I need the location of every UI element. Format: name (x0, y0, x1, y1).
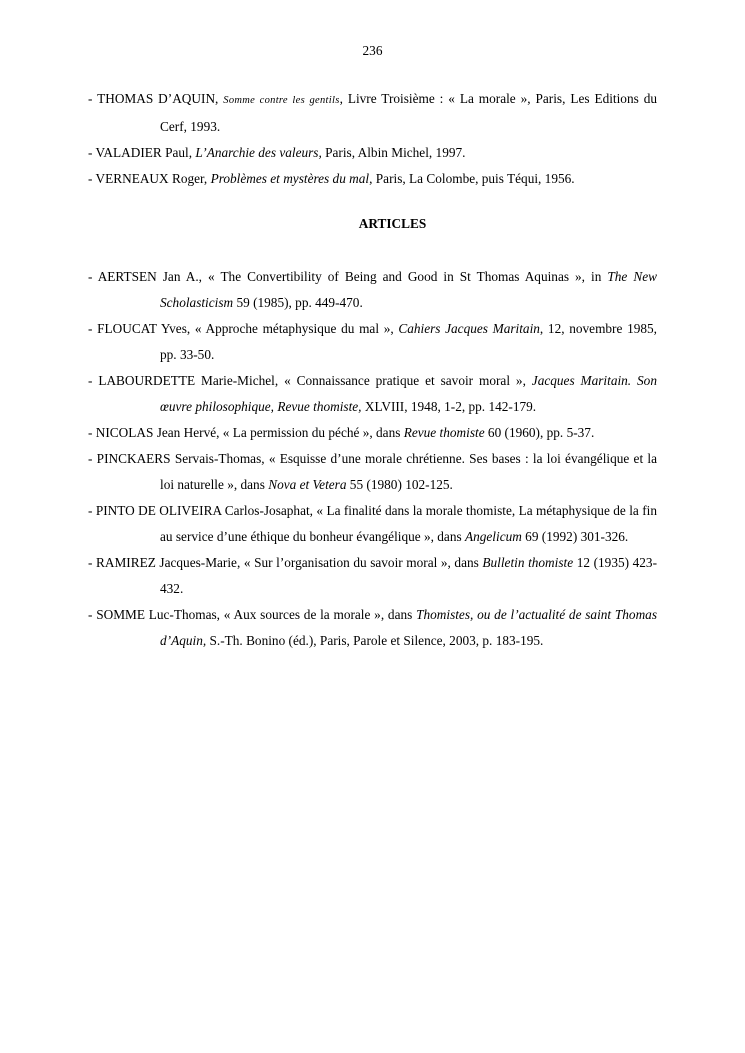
bibliography-entry (88, 264, 657, 316)
entry-reference: - SOMME Luc-Thomas, « Aux sources de la morale », dans (88, 607, 417, 622)
entry-author: - VALADIER Paul, (88, 145, 196, 160)
entry-title: Problèmes et mystères du mal (210, 171, 370, 186)
entry-details: S.-Th. Bonino (éd.), Paris, Parole et Silence, 2003, p. 183-195. (206, 633, 544, 648)
entry-reference: - RAMIREZ Jacques-Marie, « Sur l’organisation du savoir moral », dans (88, 555, 483, 570)
entry-reference: - PINTO DE OLIVEIRA Carlos-Josaphat, « La finalité dans la morale thomiste, La métaphysique de la fin au service d’une éthique du bonheur évangélique », dans (88, 503, 657, 544)
bibliography-entry (88, 368, 657, 420)
entry-journal: Jacques Maritain. Son œuvre philosophique, Revue thomiste, (160, 373, 657, 414)
entry-details: 69 (1992) 301-326. (521, 529, 629, 544)
entry-reference: - AERTSEN Jan A., « The Convertibility of Being and Good in St Thomas Aquinas », in (88, 269, 608, 284)
bibliography-entry (88, 140, 657, 166)
section-heading: ARTICLES (358, 216, 427, 231)
entry-details: , 12, novembre 1985, pp. 33-50. (160, 321, 657, 362)
entry-journal: Bulletin thomiste (482, 555, 574, 570)
bibliography-entry (88, 86, 657, 140)
entry-reference: - FLOUCAT Yves, « Approche métaphysique du mal », (88, 321, 399, 336)
entry-details: 60 (1960), pp. 5-37. (484, 425, 595, 440)
entry-details: Paris, Albin Michel, 1997. (321, 145, 466, 160)
entry-journal: Revue thomiste (403, 425, 485, 440)
bibliography-entry (88, 550, 657, 602)
entry-details: XLVIII, 1948, 1-2, pp. 142-179. (361, 399, 537, 414)
bibliography-entry (88, 498, 657, 550)
entry-journal: The New Scholasticism (160, 269, 657, 310)
books-bibliography (88, 86, 657, 192)
bibliography-entry (88, 446, 657, 498)
entry-reference: - NICOLAS Jean Hervé, « La permission du péché », dans (88, 425, 404, 440)
entry-journal: Thomistes, ou de l’actualité de saint Thomas d’Aquin, (160, 607, 658, 648)
entry-reference: - LABOURDETTE Marie-Michel, « Connaissance pratique et savoir moral », (88, 373, 532, 388)
page-number: 236 (362, 43, 383, 58)
entry-details: 59 (1985), pp. 449-470. (233, 295, 363, 310)
entry-author: - THOMAS D’AQUIN, (88, 91, 224, 106)
bibliography-entry (88, 602, 657, 654)
entry-details: , Livre Troisième : « La morale », Paris, Les Editions du Cerf, 1993. (160, 91, 657, 134)
entry-journal: Nova et Vetera (268, 477, 347, 492)
entry-journal: Angelicum (464, 529, 522, 544)
entry-details: , Paris, La Colombe, puis Téqui, 1956. (369, 171, 575, 186)
entry-details: 12 (1935) 423-432. (160, 555, 658, 596)
bibliography-entry (88, 166, 657, 192)
bibliography-entry (88, 316, 657, 368)
entry-journal: Cahiers Jacques Maritain (398, 321, 540, 336)
entry-title: Somme contre les gentils (223, 95, 340, 106)
bibliography-entry (88, 420, 657, 446)
articles-bibliography (88, 264, 657, 654)
entry-author: - VERNEAUX Roger, (88, 171, 211, 186)
entry-reference: - PINCKAERS Servais-Thomas, « Esquisse d’une morale chrétienne. Ses bases : la loi évangélique et la loi naturelle », dans (88, 451, 657, 492)
entry-details: 55 (1980) 102-125. (346, 477, 453, 492)
entry-title: L’Anarchie des valeurs, (195, 145, 322, 160)
